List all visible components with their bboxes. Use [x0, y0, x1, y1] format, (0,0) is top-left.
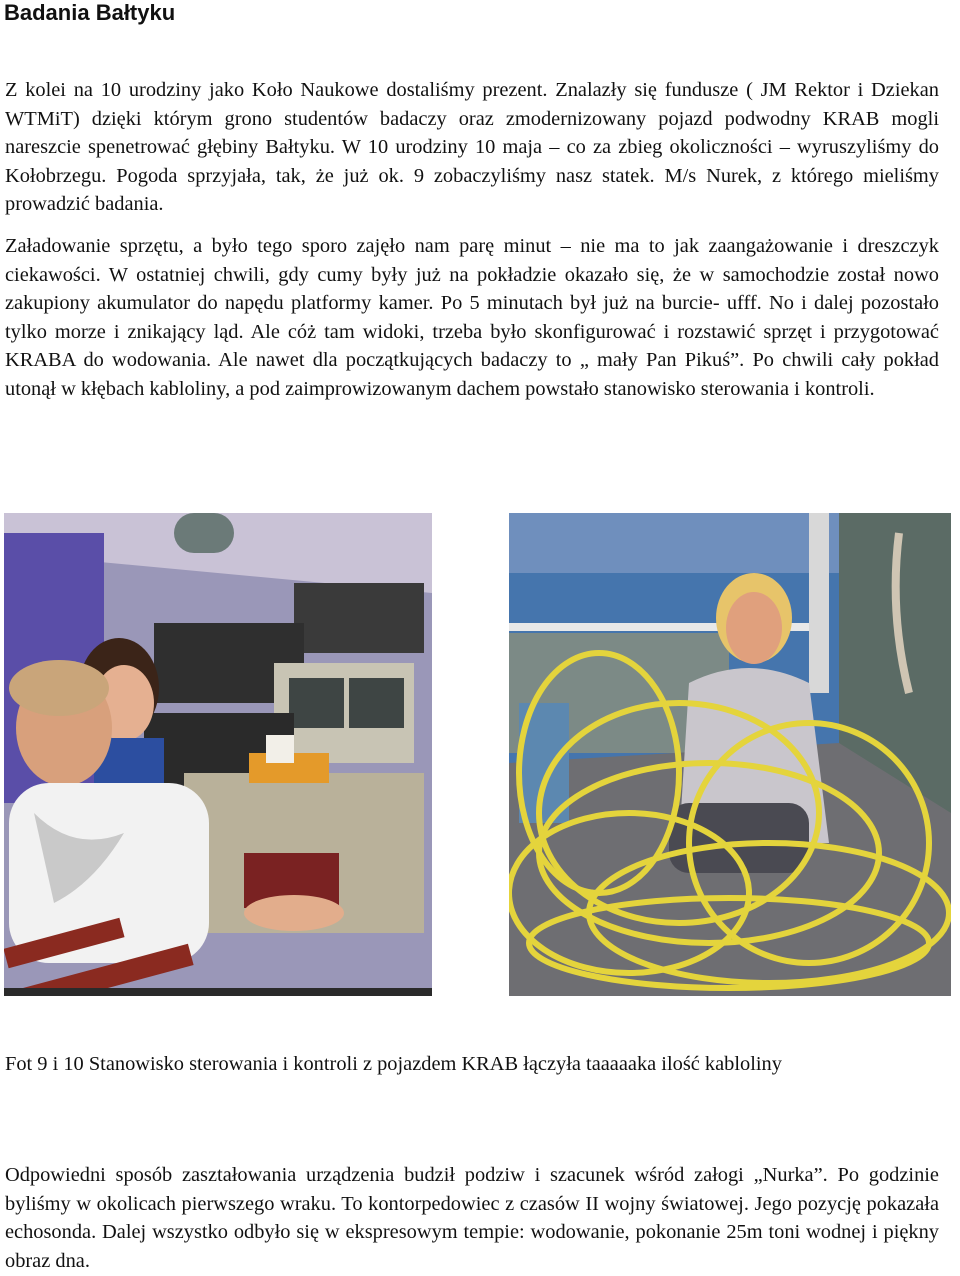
page-title: Badania Bałtyku — [4, 0, 176, 25]
control-station-photo — [4, 513, 432, 996]
paragraph-intro: Z kolei na 10 urodziny jako Koło Naukowe dostaliśmy prezent. Znalazły się fundusze ( JM Rektor i Dziekan WTMiT) dzięki którym grono studentów badaczy oraz zmodernizowany pojazd podwodny KRAB mogli nareszcie spenetrować głębiny Bałtyku. W 10 urodziny 10 maja – co za zbieg okoliczności – wyruszyliśmy do Kołobrzegu. Pogoda sprzyjała, tak, że już ok. 9 zobaczyliśmy nasz statek. M/s Nurek, z którego mieliśmy prowadzić badania. — [5, 79, 939, 216]
cable-coils-photo — [509, 513, 951, 996]
paragraph-wreck: Odpowiedni sposób zaształowania urządzenia budził podziw i szacunek wśród załogi „Nurka”. Po godzinie byliśmy w okolicach pierwszego wraku. To kontorpedowiec z czasów II wojny światowej. Jego pozycję pokazała echosonda. Dalej wszystko odbyło się w ekspresowym tempie: wodowanie, pokonanie 25m toni wodnej i piękny obraz dna. — [5, 1164, 939, 1272]
photo-caption: Fot 9 i 10 Stanowisko sterowania i kontroli z pojazdem KRAB łączyła taaaaaka ilość kabloliny — [5, 1053, 782, 1075]
paragraph-loading: Załadowanie sprzętu, a było tego sporo zajęło nam parę minut – nie ma to jak zaangażowanie i dreszczyk ciekawości. W ostatniej chwili, gdy cumy były już na pokładzie okazało się, że w samochodzie został nowo zakupiony akumulator do napędu platformy kamer. Po 5 minutach był już na burcie- ufff. No i dalej pozostało tylko morze i znikający ląd. Ale cóż tam widoki, trzeba było skonfigurować i rozstawić sprzęt i przygotować KRABA do wodowania. Ale nawet dla początkujących badaczy to „ mały Pan Pikuś”. Po chwili cały pokład utonął w kłębach kabloliny, a pod zaimprowizowanym dachem powstało stanowisko sterowania i kontroli. — [5, 235, 939, 400]
